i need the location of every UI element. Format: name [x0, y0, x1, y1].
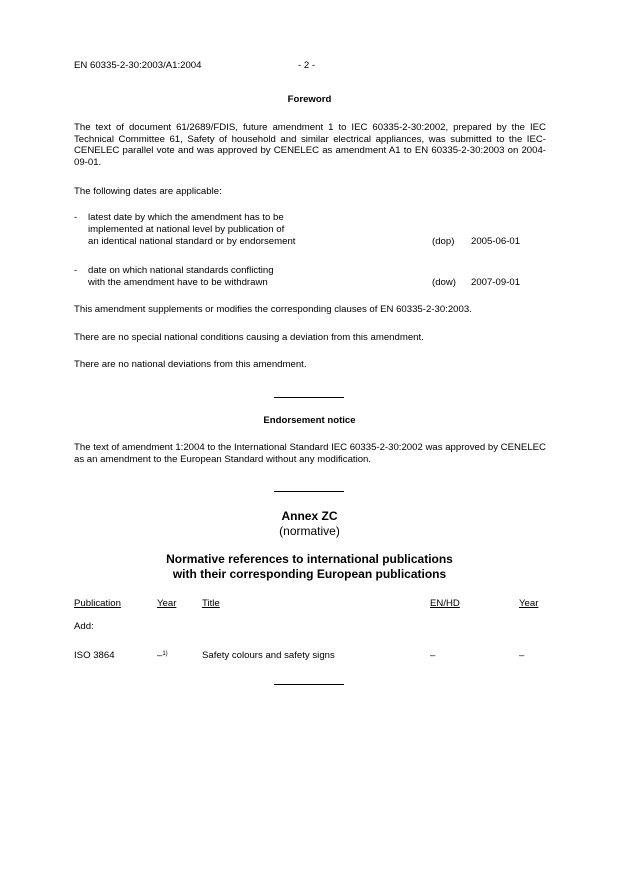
- dates-intro: The following dates are applicable:: [74, 186, 222, 197]
- date-item-line: date on which national standards conflicting: [88, 265, 274, 276]
- endorsement-text: The text of amendment 1:2004 to the International Standard IEC 60335-2-30:2002 was approved by CENELEC as an amendment to the European Standard without any modification.: [74, 442, 546, 465]
- date-item-line: implemented at national level by publication of: [88, 224, 285, 235]
- list-bullet: -: [74, 212, 78, 223]
- section-divider: [274, 397, 344, 398]
- special-conditions-paragraph: There are no special national conditions causing a deviation from this amendment.: [74, 332, 424, 343]
- annex-title: Annex ZC: [281, 509, 338, 523]
- column-header-year: Year: [157, 598, 177, 609]
- section-divider: [274, 491, 344, 492]
- date-code: (dow): [432, 277, 456, 288]
- annex-subtitle: (normative): [279, 524, 340, 538]
- date-code: (dop): [432, 236, 455, 247]
- column-header-publication: Publication: [74, 598, 121, 609]
- page-number: - 2 -: [298, 60, 316, 71]
- date-value: 2005-06-01: [471, 236, 521, 247]
- list-bullet: -: [74, 265, 78, 276]
- date-value: 2007-09-01: [471, 277, 521, 288]
- add-label: Add:: [74, 621, 94, 632]
- deviations-paragraph: There are no national deviations from this amendment.: [74, 359, 307, 370]
- annex-heading-line2: with their corresponding European publications: [172, 567, 447, 581]
- column-header-enhd: EN/HD: [430, 598, 460, 609]
- document-id: EN 60335-2-30:2003/A1:2004: [74, 60, 202, 71]
- date-item-line: an identical national standard or by endorsement: [88, 236, 296, 247]
- date-item-line: with the amendment have to be withdrawn: [88, 277, 268, 288]
- cell-year2: –: [519, 650, 525, 661]
- date-item-line: latest date by which the amendment has to be: [88, 212, 284, 223]
- annex-heading-line1: Normative references to international publications: [166, 552, 453, 566]
- column-header-year2: Year: [519, 598, 539, 609]
- cell-publication: ISO 3864: [74, 650, 115, 661]
- cell-title: Safety colours and safety signs: [202, 650, 335, 661]
- cell-year-value: –: [157, 650, 163, 661]
- section-divider: [274, 684, 344, 685]
- foreword-title: Foreword: [287, 94, 332, 105]
- cell-enhd: –: [430, 650, 436, 661]
- endorsement-title: Endorsement notice: [263, 415, 356, 426]
- foreword-paragraph: The text of document 61/2689/FDIS, future amendment 1 to IEC 60335-2-30:2002, prepared by the IEC Technical Committee 61, Safety of household and similar electrical appliances, was submitted to the IEC-CENELEC parallel vote and was approved by CENELEC as amendment A1 to EN 60335-2-30:2003 on 2004-09-01.: [74, 122, 546, 168]
- footnote-ref: 1): [162, 651, 168, 657]
- column-header-title: Title: [202, 598, 220, 609]
- supplements-paragraph: This amendment supplements or modifies the corresponding clauses of EN 60335-2-30:2003.: [74, 304, 472, 315]
- cell-year: [157, 650, 168, 662]
